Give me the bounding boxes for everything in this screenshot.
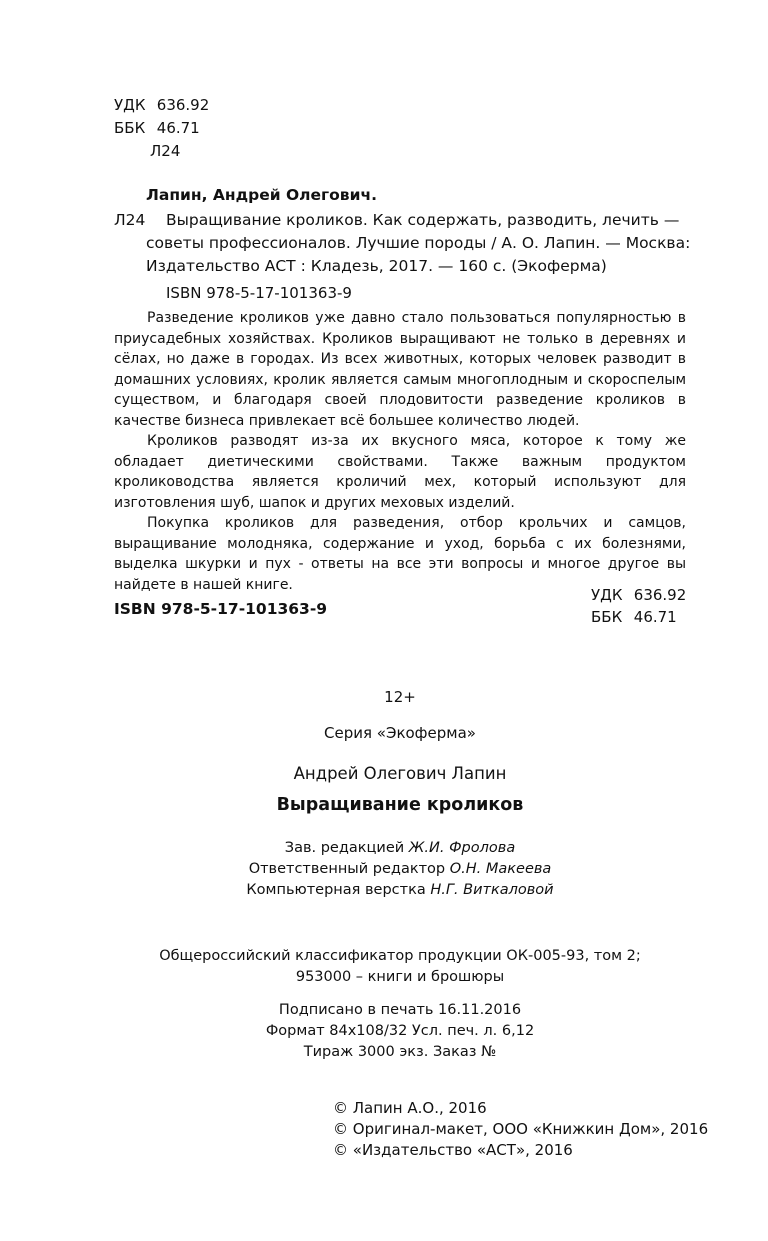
- udk-label: УДК: [114, 96, 146, 114]
- bbk-value: 46.71: [633, 608, 677, 626]
- bibliographic-isbn: ISBN 978-5-17-101363-9: [166, 284, 352, 302]
- credit-name: Ж.И. Фролова: [408, 840, 516, 856]
- bbk-value: 46.71: [156, 119, 200, 137]
- author-mark-top: Л24: [150, 142, 181, 160]
- annotation: [114, 308, 686, 595]
- author-heading: Лапин, Андрей Олегович.: [146, 186, 377, 204]
- book-author: Андрей Олегович Лапин: [293, 764, 507, 783]
- udk-label: УДК: [591, 586, 623, 604]
- credit-editor-responsible: [0, 859, 768, 880]
- classifier-block: [0, 946, 768, 988]
- udk-code-bottom: [591, 586, 686, 604]
- credit-layout: [0, 880, 768, 901]
- classifier-line-1: Общероссийский классификатор продукции ОК-005-93, том 2;: [159, 948, 641, 964]
- credit-label: Зав. редакцией: [284, 840, 405, 856]
- udk-value: 636.92: [633, 586, 687, 604]
- age-rating: 12+: [384, 688, 416, 706]
- series-name: Серия «Экоферма»: [324, 724, 476, 742]
- bibliographic-line-3: Издательство АСТ : Кладезь, 2017. — 160 с. (Экоферма): [146, 257, 607, 275]
- editorial-credits: [0, 838, 768, 901]
- copyright-line-3: © «Издательство «АСТ», 2016: [333, 1141, 573, 1159]
- credit-label: Компьютерная верстка: [246, 882, 426, 898]
- signed-date: Подписано в печать 16.11.2016: [278, 1002, 522, 1018]
- credit-label: Ответственный редактор: [248, 861, 446, 877]
- bibliographic-author-mark: Л24: [114, 211, 146, 229]
- bbk-label: ББК: [591, 608, 623, 626]
- copyright-line-2: © Оригинал-макет, ООО «Книжкин Дом», 2016: [333, 1120, 709, 1138]
- credit-name: О.Н. Макеева: [449, 861, 552, 877]
- format-info: Формат 84x108/32 Усл. печ. л. 6,12: [265, 1023, 535, 1039]
- classifier-line-2: 953000 – книги и брошюры: [295, 969, 505, 985]
- annotation-paragraph-3: Покупка кроликов для разведения, отбор крольчих и самцов, выращивание молодняка, содержание и уход, борьба с их болезнями, выделка шкурки и пух - ответы на все эти вопросы и многое другое вы найдете в нашей книге.: [114, 515, 686, 593]
- annotation-paragraph-1: Разведение кроликов уже давно стало пользоваться популярностью в приусадебных хозяйствах. Кроликов выращивают не только в деревнях и сёлах, но даже в городах. Из всех животных, которых человек разводит в домашних условиях, кролик является самым многоплодным и скороспелым существом, и благодаря своей плодовитости разведение кроликов в качестве бизнеса привлекает всё большее количество людей.: [114, 310, 686, 429]
- copyright-line-1: © Лапин А.О., 2016: [333, 1099, 487, 1117]
- print-details: [0, 1000, 768, 1063]
- copyright-block: [333, 1098, 708, 1161]
- bibliographic-line-2: советы профессионалов. Лучшие породы / А. О. Лапин. — Москва:: [146, 234, 691, 252]
- udk-code-top: [114, 96, 209, 114]
- udk-value: 636.92: [156, 96, 210, 114]
- bibliographic-line-1: Выращивание кроликов. Как содержать, разводить, лечить —: [166, 211, 680, 229]
- credit-name: Н.Г. Виткаловой: [430, 882, 554, 898]
- book-title: Выращивание кроликов: [276, 795, 524, 815]
- bbk-code-top: [114, 119, 200, 137]
- annotation-paragraph-2: Кроликов разводят из-за их вкусного мяса, которое к тому же обладает диетическими свойствами. Также важным продуктом кролиководства является кроличий мех, который используют для изготовления шуб, шапок и других меховых изделий.: [114, 433, 686, 511]
- isbn-bold: ISBN 978-5-17-101363-9: [114, 600, 328, 618]
- bbk-code-bottom: [591, 608, 677, 626]
- print-run: Тираж 3000 экз. Заказ №: [303, 1044, 497, 1060]
- credit-editor-head: [0, 838, 768, 859]
- bbk-label: ББК: [114, 119, 146, 137]
